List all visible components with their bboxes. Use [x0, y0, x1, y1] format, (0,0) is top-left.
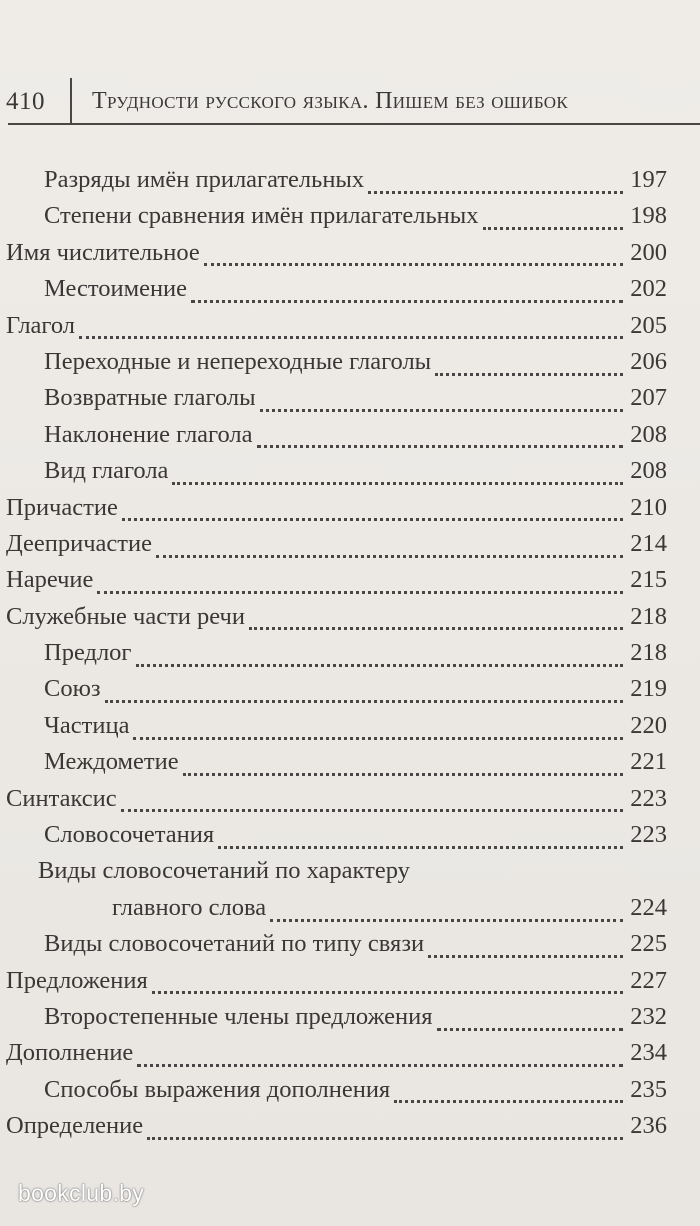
toc-page-number: 225	[630, 930, 667, 958]
toc-page-number: 215	[630, 566, 667, 594]
toc-entry	[0, 785, 667, 821]
dot-leader	[483, 227, 624, 230]
toc-page-number: 220	[630, 711, 667, 739]
toc-entry-label: Возвратные глаголы	[44, 384, 256, 412]
table-of-contents	[0, 166, 700, 1149]
toc-page-number: 219	[630, 675, 667, 703]
toc-entry	[0, 530, 667, 566]
toc-entry-label: главного слова	[112, 893, 267, 921]
toc-entry	[0, 1076, 667, 1112]
toc-page-number: 202	[630, 275, 667, 303]
dot-leader	[172, 482, 623, 485]
toc-entry	[0, 675, 667, 711]
page-number: 410	[6, 88, 45, 115]
toc-entry-label: Предлог	[44, 639, 132, 667]
dot-leader	[270, 919, 623, 922]
toc-entry	[0, 384, 667, 420]
toc-entry-title	[0, 857, 667, 893]
toc-entry	[0, 894, 667, 930]
toc-entry-label: Виды словосочетаний по типу связи	[44, 930, 425, 958]
toc-page-number: 235	[630, 1075, 667, 1103]
toc-entry-label: Наклонение глагола	[44, 420, 253, 448]
toc-entry	[0, 457, 667, 493]
toc-entry-label: Союз	[44, 675, 101, 703]
dot-leader	[97, 591, 623, 594]
toc-page-number: 232	[630, 1002, 667, 1030]
dot-leader	[260, 409, 623, 412]
page-header	[0, 78, 700, 124]
toc-entry	[0, 166, 667, 202]
running-title: Трудности русского языка. Пишем без ошибок	[92, 88, 568, 114]
toc-entry-label: Синтаксис	[6, 784, 117, 812]
dot-leader	[156, 555, 623, 558]
toc-entry-label: Разряды имён прилагательных	[44, 166, 365, 193]
watermark: bookclub.by	[18, 1180, 145, 1206]
toc-entry-label: Словосочетания	[44, 821, 215, 849]
toc-entry	[0, 566, 667, 602]
toc-entry	[0, 967, 667, 1003]
dot-leader	[183, 773, 623, 776]
dot-leader	[79, 336, 623, 339]
toc-entry-label: Имя числительное	[6, 238, 200, 266]
toc-entry-label: Второстепенные члены предложения	[44, 1002, 433, 1030]
toc-entry-label: Предложения	[6, 966, 148, 994]
toc-entry-label: Наречие	[6, 566, 94, 594]
toc-entry-label: Междометие	[44, 748, 179, 776]
toc-entry-label: Служебные части речи	[6, 602, 245, 630]
dot-leader	[204, 263, 623, 266]
toc-entry-label: Причастие	[6, 493, 118, 521]
toc-entry	[0, 421, 667, 457]
dot-leader	[133, 737, 623, 740]
toc-entry-label: Местоимение	[44, 275, 188, 303]
toc-entry-label: Переходные и непереходные глаголы	[44, 347, 432, 375]
toc-entry	[0, 1112, 667, 1148]
dot-leader	[152, 991, 623, 994]
dot-leader	[147, 1137, 623, 1140]
dot-leader	[121, 809, 623, 812]
toc-page-number: 208	[630, 420, 667, 448]
toc-entry-label: Виды словосочетаний по характеру	[38, 857, 410, 885]
toc-entry	[0, 1039, 667, 1075]
toc-entry	[0, 712, 667, 748]
dot-leader	[122, 518, 623, 521]
dot-leader	[191, 300, 623, 303]
toc-page-number: 208	[630, 457, 667, 485]
toc-entry	[0, 202, 667, 238]
toc-page-number: 205	[630, 311, 667, 339]
header-vertical-rule	[70, 78, 72, 124]
header-horizontal-rule	[8, 123, 700, 125]
toc-page-number: 207	[630, 384, 667, 412]
dot-leader	[105, 700, 623, 703]
toc-page-number: 210	[630, 493, 667, 521]
toc-entry-label: Частица	[44, 711, 130, 739]
toc-page-number: 223	[630, 821, 667, 849]
toc-page-number: 221	[630, 748, 667, 776]
toc-entry	[0, 275, 667, 311]
toc-page-number: 197	[630, 166, 667, 193]
toc-page-number: 214	[630, 529, 667, 557]
toc-page-number: 206	[630, 347, 667, 375]
toc-entry	[0, 603, 667, 639]
toc-page-number: 198	[630, 202, 667, 230]
toc-entry	[0, 748, 667, 784]
toc-entry-label: Дополнение	[6, 1039, 134, 1067]
toc-page-number: 218	[630, 639, 667, 667]
toc-page-number: 218	[630, 602, 667, 630]
toc-entry	[0, 348, 667, 384]
toc-entry-label: Степени сравнения имён прилагательных	[44, 202, 479, 230]
toc-entry	[0, 494, 667, 530]
dot-leader	[368, 191, 623, 194]
dot-leader	[137, 1064, 623, 1067]
toc-entry-label: Вид глагола	[44, 457, 169, 485]
toc-page-number: 200	[630, 238, 667, 266]
toc-page-number: 234	[630, 1039, 667, 1067]
dot-leader	[435, 373, 623, 376]
toc-page-number: 224	[630, 893, 667, 921]
toc-entry	[0, 239, 667, 275]
toc-page-number: 236	[630, 1112, 667, 1140]
toc-entry	[0, 821, 667, 857]
toc-entry	[0, 930, 667, 966]
toc-entry-label: Деепричастие	[6, 529, 152, 557]
dot-leader	[218, 846, 623, 849]
dot-leader	[136, 664, 624, 667]
toc-entry-label: Определение	[6, 1112, 144, 1140]
toc-entry	[0, 1003, 667, 1039]
toc-page-number: 227	[630, 966, 667, 994]
dot-leader	[257, 445, 623, 448]
dot-leader	[249, 627, 623, 630]
toc-entry	[0, 639, 667, 675]
toc-entry	[0, 312, 667, 348]
toc-entry-label: Глагол	[6, 311, 76, 339]
dot-leader	[437, 1028, 623, 1031]
toc-entry-label: Способы выражения дополнения	[44, 1075, 391, 1103]
dot-leader	[394, 1100, 623, 1103]
toc-page-number: 223	[630, 784, 667, 812]
dot-leader	[428, 955, 623, 958]
